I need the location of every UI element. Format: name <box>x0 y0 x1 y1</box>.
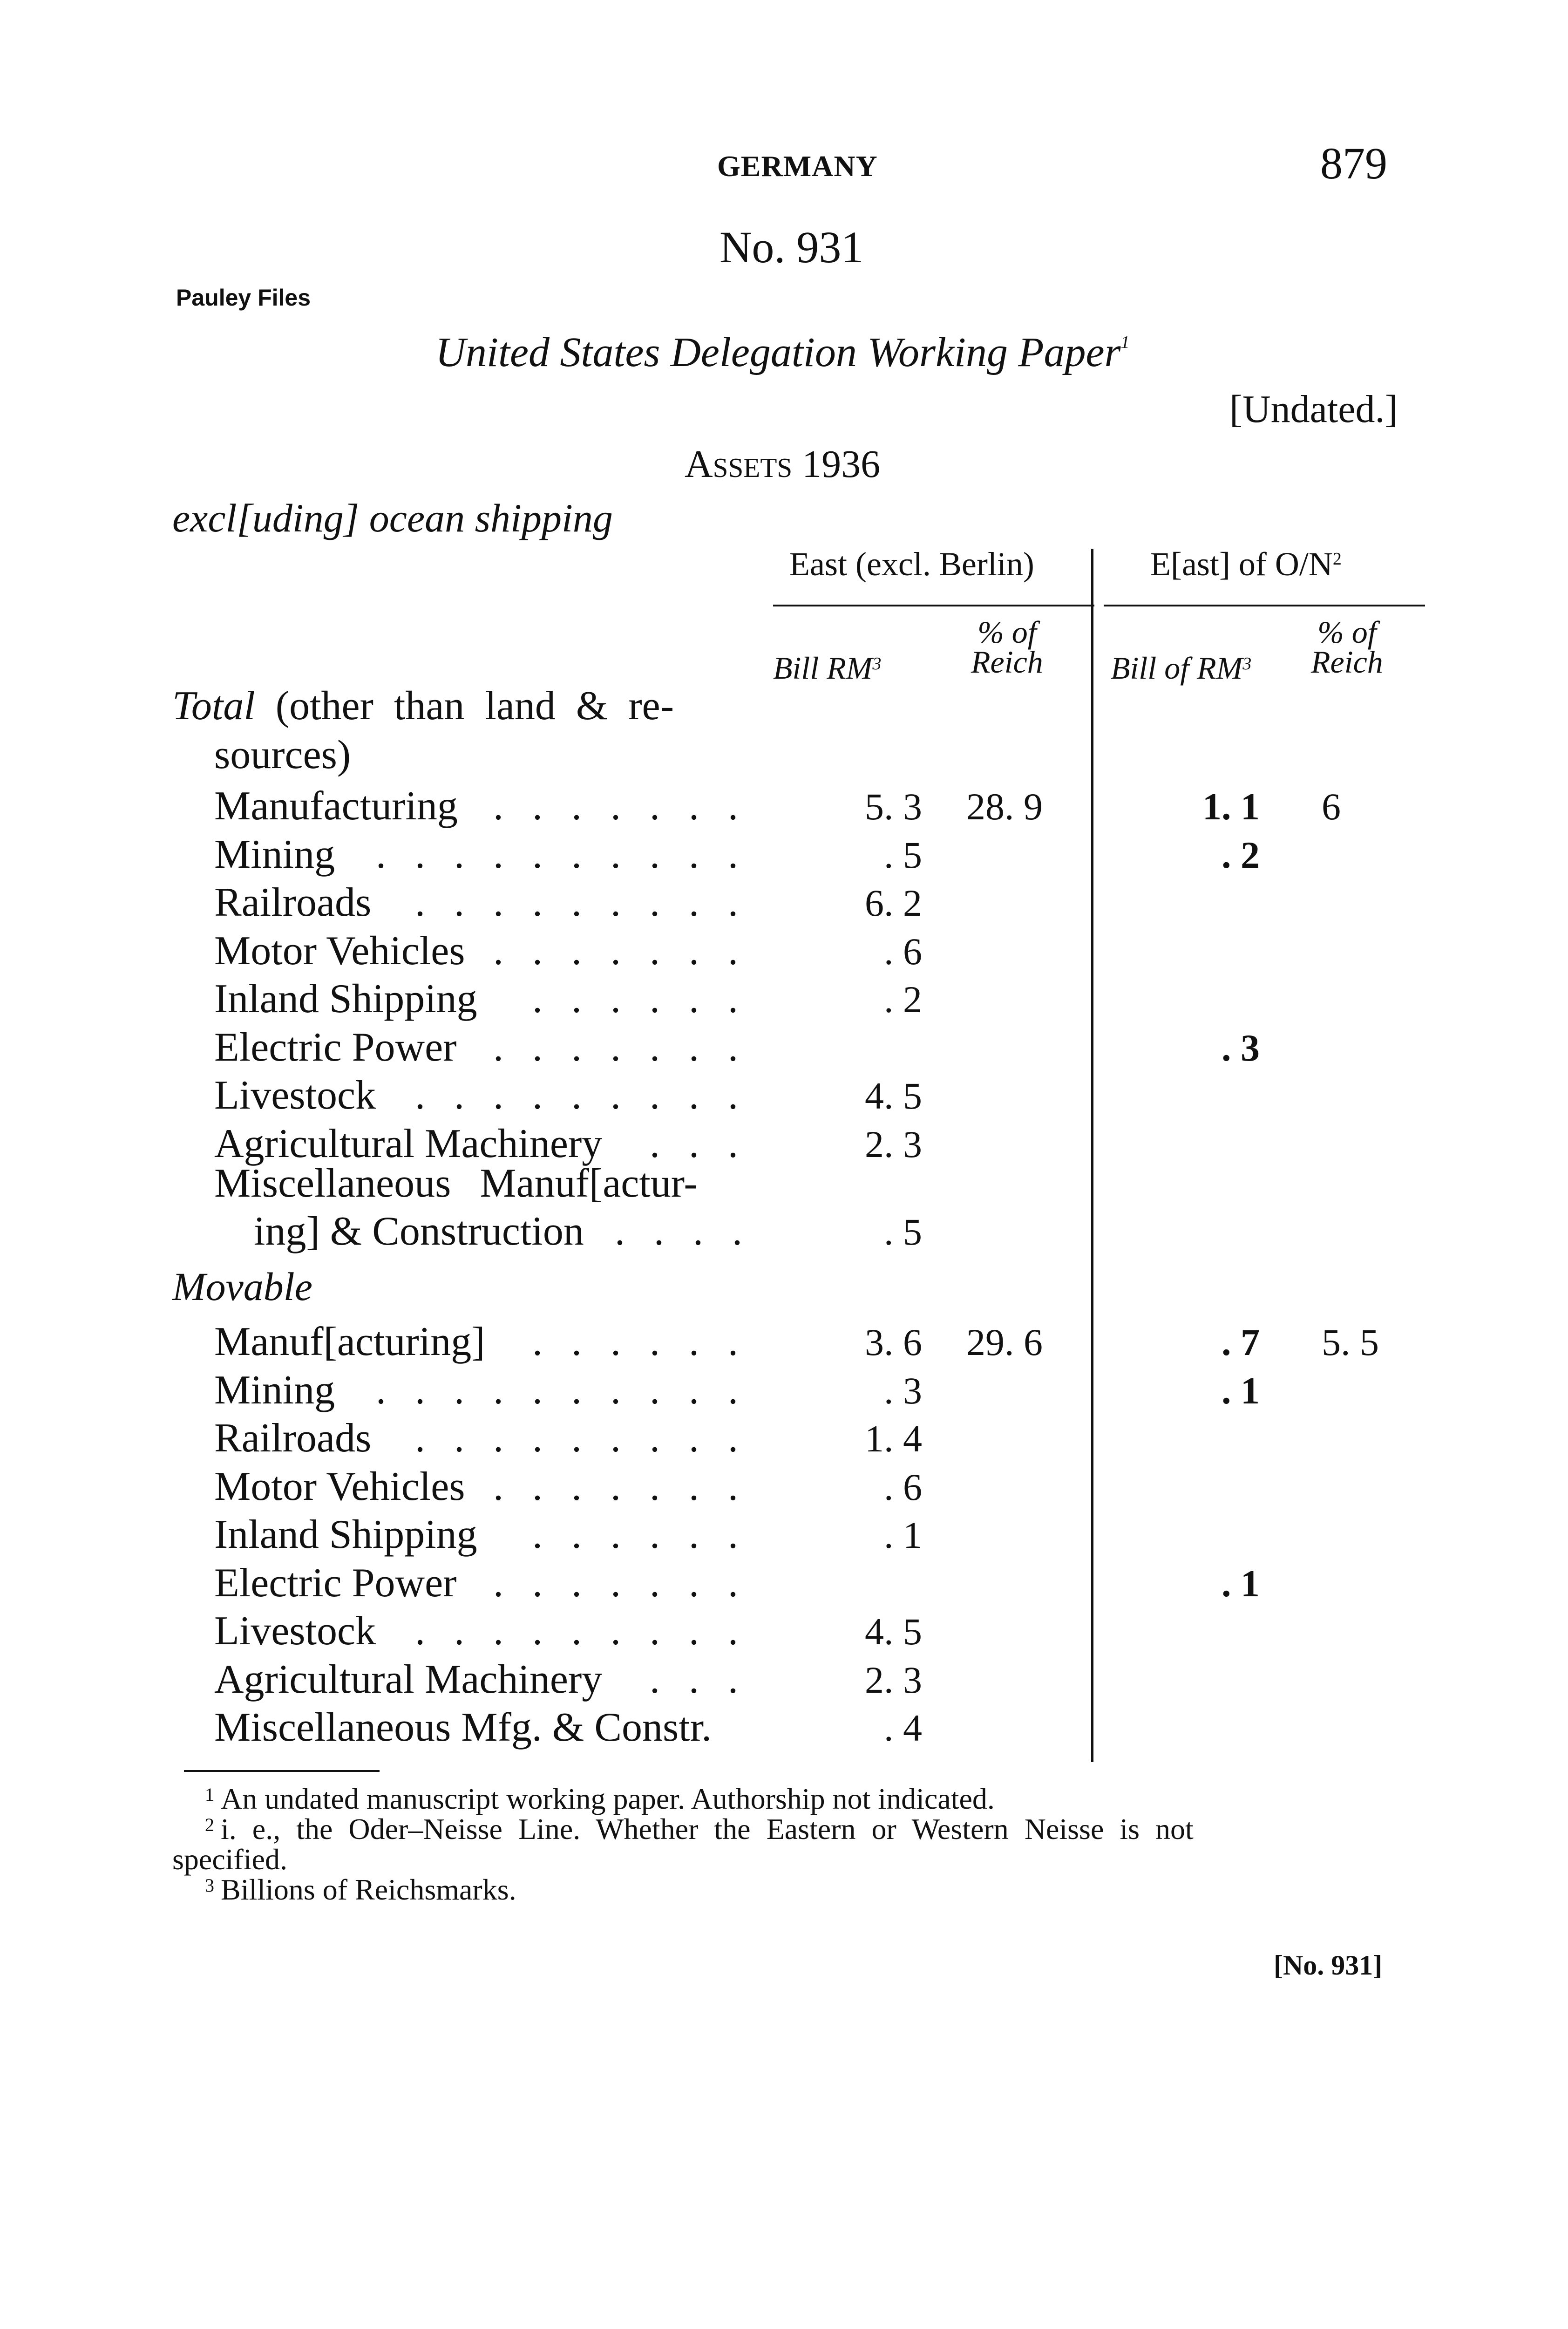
footnote-mark: 2 <box>205 1814 214 1835</box>
table-title: Assets 1936 <box>685 443 881 486</box>
movable-row-label: Inland Shipping <box>214 1512 477 1557</box>
misc-total-leader: . . . . <box>615 1209 752 1254</box>
col-bill-rm <box>773 650 881 687</box>
movable-row-label: Manuf[acturing] <box>214 1319 485 1364</box>
movable-row-label: Mining <box>214 1367 335 1413</box>
movable-row-leader: . . . . . . . <box>493 1464 747 1509</box>
total-row-leader: . . . <box>650 1121 747 1166</box>
footnote-rule <box>184 1770 380 1772</box>
col-pct-reich-1-line2: Reich <box>971 644 1043 680</box>
footnote-text: An undated manuscript working paper. Authorship not indicated. <box>221 1782 995 1815</box>
movable-row-label: Railroads <box>214 1416 372 1461</box>
total-row-label: Mining <box>214 831 335 877</box>
total-row-east-bill: . 2 <box>884 978 922 1021</box>
total-row-label: Railroads <box>214 880 372 925</box>
footer-doc-ref: [No. 931] <box>1274 1950 1383 1981</box>
footnote <box>205 1782 995 1816</box>
total-row-east-bill: . 6 <box>884 930 922 973</box>
movable-row-leader: . . . . . . . <box>493 1560 747 1606</box>
column-divider <box>1091 549 1093 1762</box>
footnote-text: specified. <box>172 1843 287 1876</box>
total-row-leader: . . . . . . . . . . <box>376 831 747 877</box>
running-head: GERMANY <box>717 150 878 183</box>
col-pct-reich-2 <box>1311 614 1383 680</box>
misc-total-line1: Miscellaneous Manuf[actur- <box>214 1161 698 1206</box>
footnote-text: i. e., the Oder–Neisse Line. Whether the Eastern or Western Neisse is not <box>221 1812 1194 1845</box>
misc-total-east-bill: . 5 <box>884 1211 922 1253</box>
col-bill-of-rm <box>1111 650 1251 687</box>
movable-row-label: Agricultural Machinery <box>214 1656 603 1702</box>
col-group-on-label: E[ast] of O/N <box>1150 545 1333 583</box>
table-subtitle: excl[uding] ocean shipping <box>172 496 613 540</box>
col-group-on-footnote-mark: 2 <box>1332 549 1342 569</box>
movable-row-east-pct: 29. 6 <box>966 1321 1043 1363</box>
movable-row-leader: . . . . . . . . . . <box>376 1367 747 1413</box>
col-group-on-rule <box>1104 605 1425 606</box>
total-row-leader: . . . . . . . <box>493 1024 747 1070</box>
footnote-mark: 3 <box>205 1875 214 1896</box>
total-row-on-bill: 1. 1 <box>1202 785 1260 828</box>
doc-title-text: United States Delegation Working Paper <box>435 329 1121 375</box>
section-total-line2: sources) <box>214 732 351 777</box>
date-note: [Undated.] <box>1229 388 1398 431</box>
movable-row-leader: . . . . . . . . . <box>415 1416 747 1461</box>
col-group-east-rule <box>773 605 1094 606</box>
movable-row-leader: . . . <box>650 1656 747 1702</box>
movable-row-label: Miscellaneous Mfg. & Constr. <box>214 1705 712 1750</box>
footnote <box>205 1812 1194 1846</box>
movable-row-label: Livestock <box>214 1608 376 1654</box>
total-row-on-bill: . 3 <box>1222 1026 1260 1069</box>
total-row-on-bill: . 2 <box>1222 833 1260 876</box>
movable-row-east-bill: 1. 4 <box>865 1417 922 1460</box>
col-group-on <box>1150 545 1342 584</box>
movable-row-label: Motor Vehicles <box>214 1464 465 1509</box>
movable-row-east-bill: . 3 <box>884 1369 922 1412</box>
footnote <box>172 1842 287 1877</box>
movable-row-leader: . . . . . . <box>532 1319 747 1364</box>
col-bill-of-rm-footnote-mark: 3 <box>1242 654 1252 674</box>
section-total-rest: (other than land & re- <box>255 683 674 729</box>
col-bill-of-rm-label: Bill of RM <box>1111 650 1243 686</box>
movable-row-on-bill: . 7 <box>1222 1321 1260 1363</box>
total-row-east-bill: 4. 5 <box>865 1075 922 1117</box>
section-movable: Movable <box>172 1264 312 1309</box>
section-total-italic: Total <box>172 683 255 729</box>
section-total-line1 <box>172 682 674 729</box>
movable-row-on-pct: 5. 5 <box>1322 1321 1379 1363</box>
total-row-leader: . . . . . . . . . <box>415 880 747 925</box>
col-bill-rm-footnote-mark: 3 <box>872 654 882 674</box>
col-group-east: East (excl. Berlin) <box>789 545 1034 583</box>
doc-number: No. 931 <box>720 222 864 272</box>
total-row-leader: . . . . . . . . . <box>415 1073 747 1118</box>
source-note: Pauley Files <box>176 285 311 311</box>
page-number: 879 <box>1320 138 1387 188</box>
total-row-east-bill: 2. 3 <box>865 1123 922 1165</box>
movable-row-east-bill: 2. 3 <box>865 1658 922 1701</box>
movable-row-label: Electric Power <box>214 1560 457 1606</box>
col-bill-rm-label: Bill RM <box>773 650 873 686</box>
misc-total-line2-wrap <box>254 1208 584 1255</box>
movable-row-east-bill: 4. 5 <box>865 1610 922 1653</box>
total-row-leader: . . . . . . <box>532 976 747 1021</box>
total-row-leader: . . . . . . . <box>493 783 747 829</box>
col-pct-reich-2-line1: % of <box>1317 614 1377 650</box>
movable-row-east-bill: 3. 6 <box>865 1321 922 1363</box>
total-row-label: Agricultural Machinery <box>214 1121 603 1166</box>
movable-row-leader: . . . . . . . . . <box>415 1608 747 1654</box>
col-pct-reich-2-line2: Reich <box>1311 644 1383 680</box>
movable-row-east-bill: . 6 <box>884 1465 922 1508</box>
movable-row-on-bill: . 1 <box>1222 1562 1260 1605</box>
total-row-label: Motor Vehicles <box>214 928 465 974</box>
col-pct-reich-1-line1: % of <box>977 614 1037 650</box>
total-row-east-bill: 6. 2 <box>865 882 922 924</box>
footnote-mark: 1 <box>205 1784 214 1805</box>
total-row-label: Electric Power <box>214 1024 457 1070</box>
movable-row-east-bill: . 1 <box>884 1514 922 1556</box>
total-row-label: Inland Shipping <box>214 976 477 1021</box>
total-row-label: Livestock <box>214 1073 376 1118</box>
total-row-east-pct: 28. 9 <box>966 785 1043 828</box>
movable-row-on-bill: . 1 <box>1222 1369 1260 1412</box>
total-row-leader: . . . . . . . <box>493 928 747 974</box>
movable-row-east-bill: . 4 <box>884 1707 922 1749</box>
movable-row-leader: . . . . . . <box>532 1512 747 1557</box>
total-row-east-bill: 5. 3 <box>865 785 922 828</box>
doc-title <box>435 328 1129 376</box>
total-row-label: Manufacturing <box>214 783 458 829</box>
footnote <box>205 1873 516 1907</box>
doc-title-footnote-mark: 1 <box>1120 333 1130 352</box>
footnote-text: Billions of Reichsmarks. <box>221 1873 516 1906</box>
col-pct-reich-1 <box>971 614 1043 680</box>
total-row-east-bill: . 5 <box>884 833 922 876</box>
total-row-on-pct: 6 <box>1322 785 1341 828</box>
misc-total-line2: ing] & Construction <box>254 1209 584 1254</box>
